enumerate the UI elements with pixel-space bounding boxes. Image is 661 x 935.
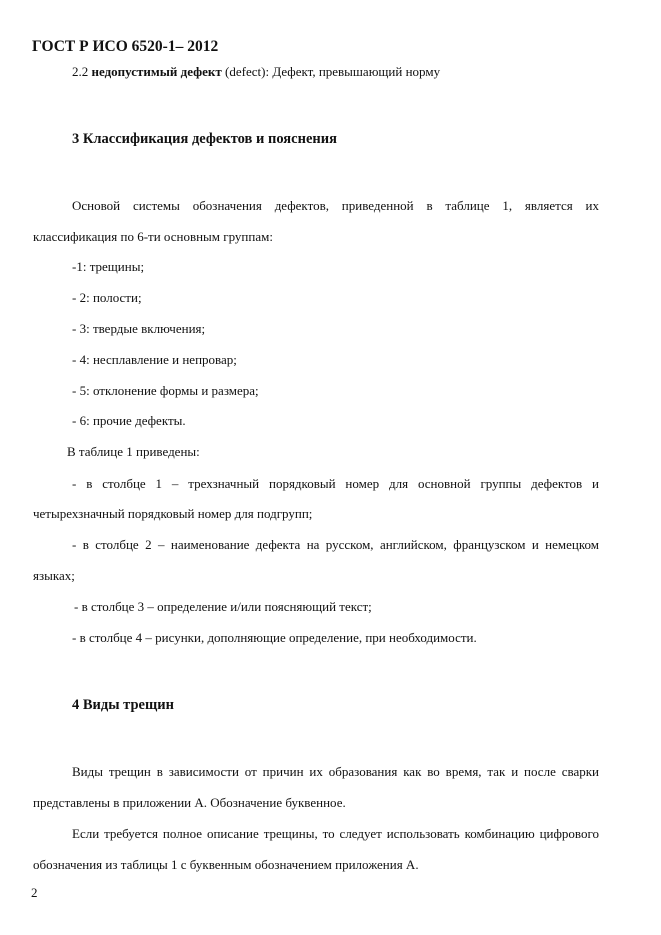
group-item: - 3: твердые включения; [72,321,206,336]
group-item: -1: трещины; [72,259,145,274]
section-3-intro-line1: Основой системы обозначения дефектов, приведенной в таблице 1, является их [72,198,599,213]
page-number: 2 [31,885,38,900]
section-4-p1-line1: Виды трещин в зависимости от причин их образования как во время, так и после сварки [72,764,599,779]
definition-2-2 [72,64,440,80]
section-4-p2-line2: обозначения из таблицы 1 с буквенным обозначением приложения А. [33,857,419,872]
definition-text: (defect): Дефект, превышающий норму [221,64,441,79]
group-item: - 4: несплавление и непровар; [72,352,237,367]
group-item: - 5: отклонение формы и размера; [72,383,259,398]
definition-number: 2.2 [72,64,89,79]
column-1-line1: - в столбце 1 – трехзначный порядковый номер для основной группы дефектов и [72,476,599,491]
section-4-p1-line2: представлены в приложении А. Обозначение буквенное. [33,795,346,810]
group-item: - 2: полости; [72,290,142,305]
section-4-p2-line1: Если требуется полное описание трещины, то следует использовать комбинацию цифрового [72,826,599,841]
column-3-line: - в столбце 3 – определение и/или поясняющий текст; [74,599,372,614]
section-3-intro-line2: классификация по 6-ти основным группам: [33,229,273,244]
table-intro: В таблице 1 приведены: [67,444,200,459]
column-1-line2: четырехзначный порядковый номер для подгрупп; [33,506,313,521]
group-item: - 6: прочие дефекты. [72,413,186,428]
column-2-line2: языках; [33,568,75,583]
section-3-heading: 3 Классификация дефектов и пояснения [72,131,337,147]
section-4-heading: 4 Виды трещин [72,697,174,713]
definition-term: недопустимый дефект [91,64,222,79]
column-2-line1: - в столбце 2 – наименование дефекта на русском, английском, французском и немецком [72,537,599,552]
document-header: ГОСТ Р ИСО 6520-1– 2012 [32,38,219,55]
column-4-line: - в столбце 4 – рисунки, дополняющие определение, при необходимости. [72,630,477,645]
